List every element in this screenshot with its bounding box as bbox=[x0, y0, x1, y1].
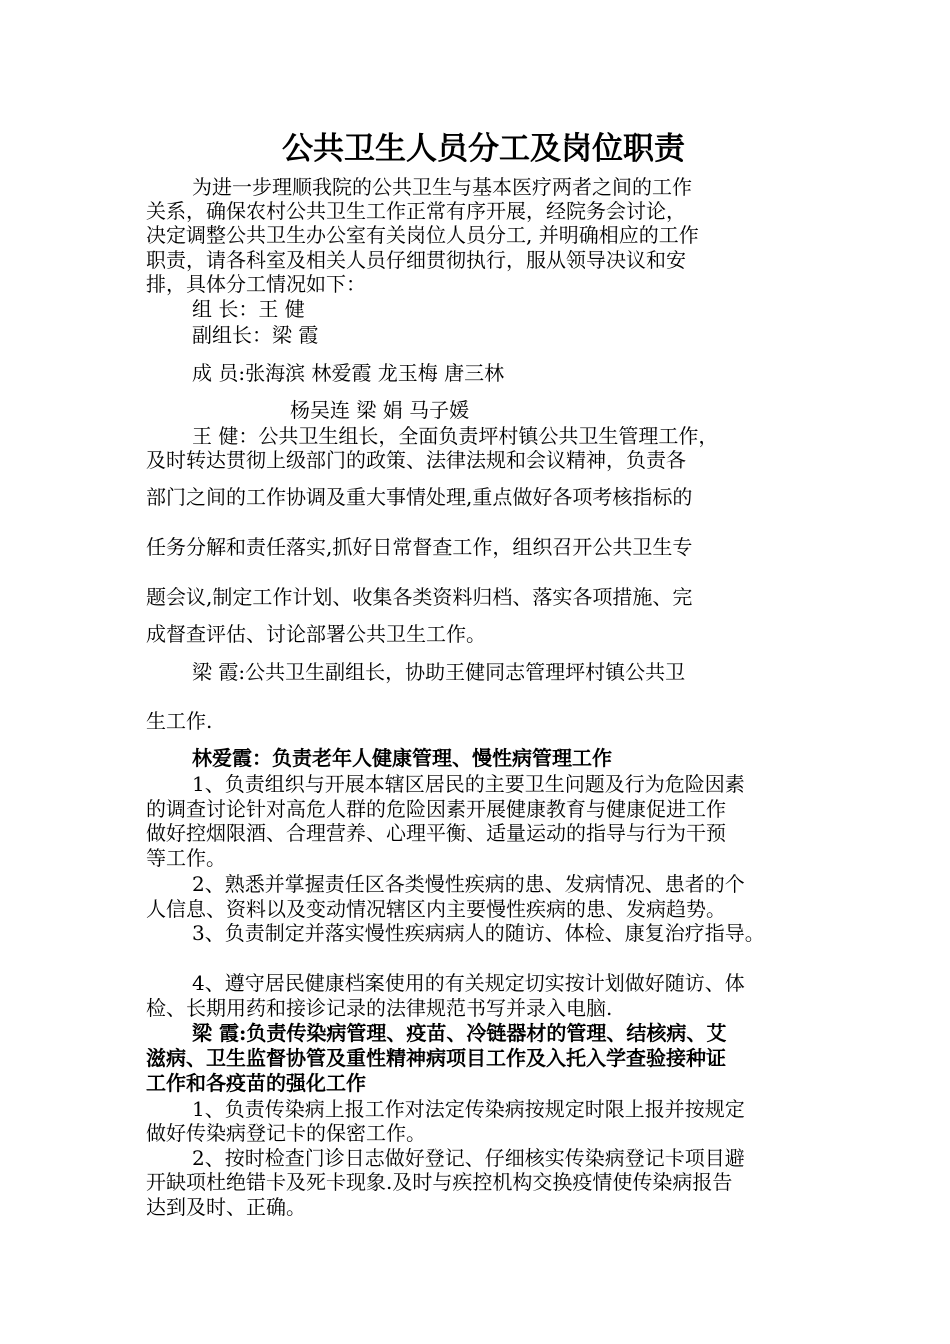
paragraph-line: 部门之间的工作协调及重大事情处理,重点做好各项考核指标的 bbox=[146, 485, 693, 509]
paragraph-line: 王 健：公共卫生组长，全面负责坪村镇公共卫生管理工作， bbox=[192, 424, 719, 448]
paragraph-line: 任务分解和责任落实,抓好日常督查工作，组织召开公共卫生专 bbox=[146, 535, 693, 559]
paragraph-line: 2、熟悉并掌握责任区各类慢性疾病的患、发病情况、患者的个 bbox=[192, 872, 745, 896]
section-heading: 工作和各疫苗的强化工作 bbox=[146, 1071, 366, 1095]
paragraph-line: 1、负责组织与开展本辖区居民的主要卫生问题及行为危险因素 bbox=[192, 772, 745, 796]
paragraph-line: 做好控烟限酒、合理营养、心理平衡、适量运动的指导与行为干预 bbox=[146, 821, 726, 845]
paragraph-line: 等工作。 bbox=[146, 846, 226, 870]
paragraph-line: 关系，确保农村公共卫生工作正常有序开展，经院务会讨论， bbox=[146, 199, 686, 223]
paragraph-line: 生工作. bbox=[146, 709, 213, 733]
paragraph-line: 做好传染病登记卡的保密工作。 bbox=[146, 1121, 426, 1145]
section-heading: 梁 霞:负责传染病管理、疫苗、冷链器材的管理、结核病、艾 bbox=[192, 1021, 727, 1045]
paragraph-line: 题会议,制定工作计划、收集各类资料归档、落实各项措施、完 bbox=[146, 585, 693, 609]
paragraph-line: 检、长期用药和接诊记录的法律规范书写并录入电脑. bbox=[146, 996, 613, 1020]
deputy-leader-line: 副组长：梁 霞 bbox=[192, 323, 319, 347]
paragraph-line: 职责，请各科室及相关人员仔细贯彻执行，服从领导决议和安 bbox=[146, 248, 686, 272]
members-line-2: 杨吴连 梁 娟 马子媛 bbox=[290, 398, 470, 422]
page-title: 公共卫生人员分工及岗位职责 bbox=[282, 131, 685, 167]
paragraph-line: 人信息、资料以及变动情况辖区内主要慢性疾病的患、发病趋势。 bbox=[146, 897, 726, 921]
paragraph-line: 决定调整公共卫生办公室有关岗位人员分工, 并明确相应的工作 bbox=[146, 223, 699, 247]
paragraph-line: 开缺项杜绝错卡及死卡现象.及时与疾控机构交换疫情使传染病报告 bbox=[146, 1170, 733, 1194]
group-leader-line: 组 长：王 健 bbox=[192, 297, 305, 321]
section-heading: 滋病、卫生监督协管及重性精神病项目工作及入托入学查验接种证 bbox=[146, 1046, 726, 1070]
members-line: 成 员:张海滨 林爱霞 龙玉梅 唐三林 bbox=[192, 361, 505, 385]
paragraph-line: 为进一步理顺我院的公共卫生与基本医疗两者之间的工作 bbox=[192, 175, 692, 199]
paragraph-line: 3、负责制定并落实慢性疾病病人的随访、体检、康复治疗指导。 bbox=[192, 921, 765, 945]
paragraph-line: 4、遵守居民健康档案使用的有关规定切实按计划做好随访、体 bbox=[192, 971, 745, 995]
paragraph-line: 成督查评估、讨论部署公共卫生工作。 bbox=[146, 622, 486, 646]
paragraph-line: 梁 霞:公共卫生副组长，协助王健同志管理坪村镇公共卫 bbox=[192, 660, 686, 684]
paragraph-line: 及时转达贯彻上级部门的政策、法律法规和会议精神，负责各 bbox=[146, 448, 686, 472]
paragraph-line: 1、负责传染病上报工作对法定传染病按规定时限上报并按规定 bbox=[192, 1097, 745, 1121]
section-heading: 林爱霞：负责老年人健康管理、慢性病管理工作 bbox=[192, 746, 612, 770]
paragraph-line: 达到及时、正确。 bbox=[146, 1195, 306, 1219]
paragraph-line: 的调查讨论针对高危人群的危险因素开展健康教育与健康促进工作 bbox=[146, 797, 726, 821]
paragraph-line: 2、按时检查门诊日志做好登记、仔细核实传染病登记卡项目避 bbox=[192, 1146, 745, 1170]
paragraph-line: 排，具体分工情况如下： bbox=[146, 272, 366, 296]
